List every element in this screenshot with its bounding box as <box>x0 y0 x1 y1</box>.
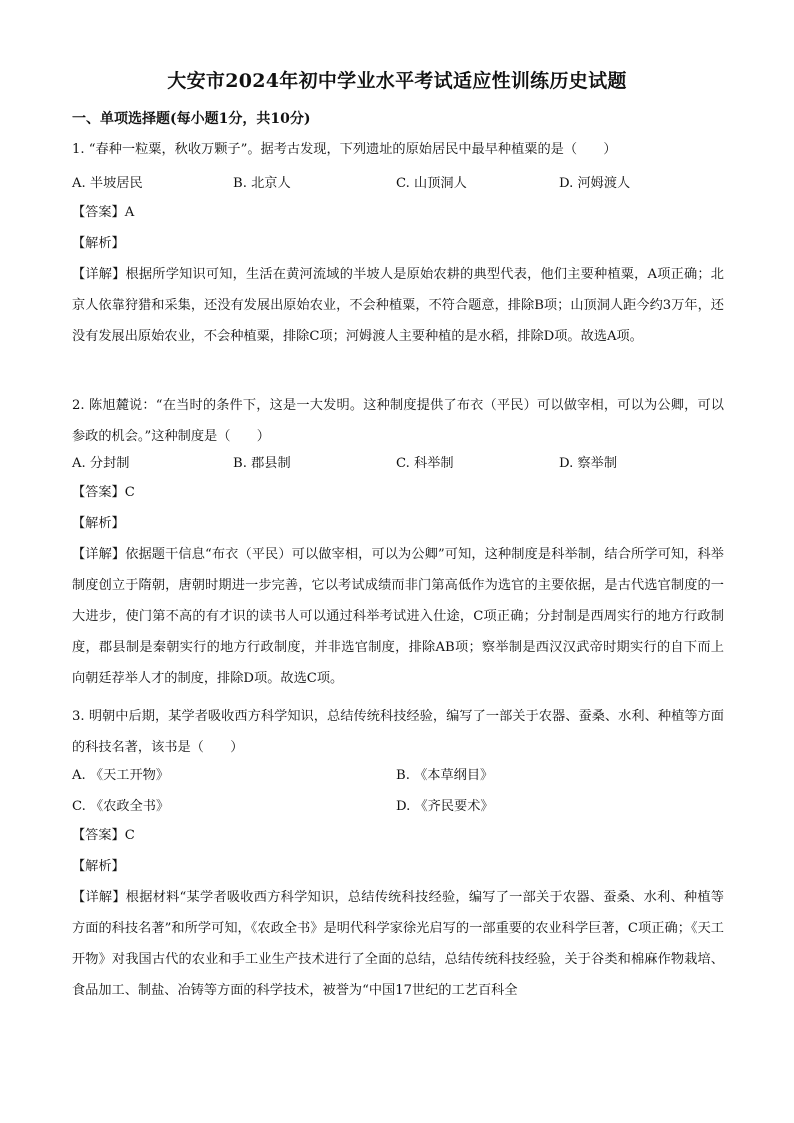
q2-answer: 【答案】C <box>72 485 135 500</box>
q3-detail: 【详解】根据材料“某学者吸收西方科学知识，总结传统科技经验，编写了一部关于农器、蚕桑、水利、种植等方面的科技名著”和所学可知，《农政全书》是明代科学家徐光启写的一部重要的农业科学巨著，C项正确；《天工开物》对我国古代的农业和手工业生产技术进行了全面的总结，总结传统科技经验，关于谷类和棉麻作物栽培、食品加工、制盐、冶铸等方面的科学技术，被誉为“中国17世纪的工艺百科全 <box>72 890 724 998</box>
q3-option-a: A. 《天工开物》 <box>72 768 170 783</box>
q1-answer: 【答案】A <box>72 205 135 220</box>
q2-option-d: D. 察举制 <box>559 456 618 471</box>
q1-option-a: A. 半坡居民 <box>72 176 143 191</box>
section-heading: 一、单项选择题(每小题1分，共10分) <box>72 111 311 127</box>
q2-detail: 【详解】依据题干信息“布衣（平民）可以做宰相，可以为公卿”可知，这种制度是科举制，结合所学可知，科举制度创立于隋朝，唐朝时期进一步完善，它以考试成绩而非门第高低作为选官的主要依据，是古代选官制度的一大进步，使门第不高的有才识的读书人可以通过科举考试进入仕途，C项正确；分封制是西周实行的地方行政制度，郡县制是秦朝实行的地方行政制度，并非选官制度，排除AB项；察举制是西汉汉武帝时期实行的自下而上向朝廷荐举人才的制度，排除D项。故选C项。 <box>72 547 724 686</box>
q1-analysis-label: 【解析】 <box>72 236 125 251</box>
page-title: 大安市2024年初中学业水平考试适应性训练历史试题 <box>167 70 627 92</box>
q2-option-a: A. 分封制 <box>72 456 130 471</box>
q1-detail: 【详解】根据所学知识可知，生活在黄河流域的半坡人是原始农耕的典型代表，他们主要种植粟，A项正确；北京人依靠狩猎和采集，还没有发展出原始农业，不会种植粟，不符合题意，排除B项；山顶洞人距今约3万年，还没有发展出原始农业，不会种植粟，排除C项；河姆渡人主要种植的是水稻，排除D项。故选A项。 <box>72 267 724 344</box>
q3-option-b: B. 《本草纲目》 <box>396 768 494 783</box>
q3-option-d: D. 《齐民要术》 <box>396 799 494 814</box>
question-1-stem: 1. “春种一粒粟，秋收万颗子”。据考古发现，下列遗址的原始居民中最早种植粟的是（ ） <box>72 142 617 157</box>
q2-option-c: C. 科举制 <box>396 456 454 471</box>
question-3-stem: 3. 明朝中后期，某学者吸收西方科学知识，总结传统科技经验，编写了一部关于农器、蚕桑、水利、种植等方面的科技名著，该书是（ ） <box>72 709 724 755</box>
q3-analysis-label: 【解析】 <box>72 859 125 874</box>
q3-answer: 【答案】C <box>72 828 135 843</box>
q1-option-c: C. 山顶洞人 <box>396 176 467 191</box>
question-2-stem: 2. 陈旭麓说：“在当时的条件下，这是一大发明。这种制度提供了布衣（平民）可以做宰相，可以为公卿，可以参政的机会。”这种制度是（ ） <box>72 398 724 444</box>
q3-option-c: C. 《农政全书》 <box>72 799 170 814</box>
q1-option-d: D. 河姆渡人 <box>559 176 631 191</box>
q1-option-b: B. 北京人 <box>233 176 291 191</box>
q2-option-b: B. 郡县制 <box>233 456 291 471</box>
q2-analysis-label: 【解析】 <box>72 516 125 531</box>
